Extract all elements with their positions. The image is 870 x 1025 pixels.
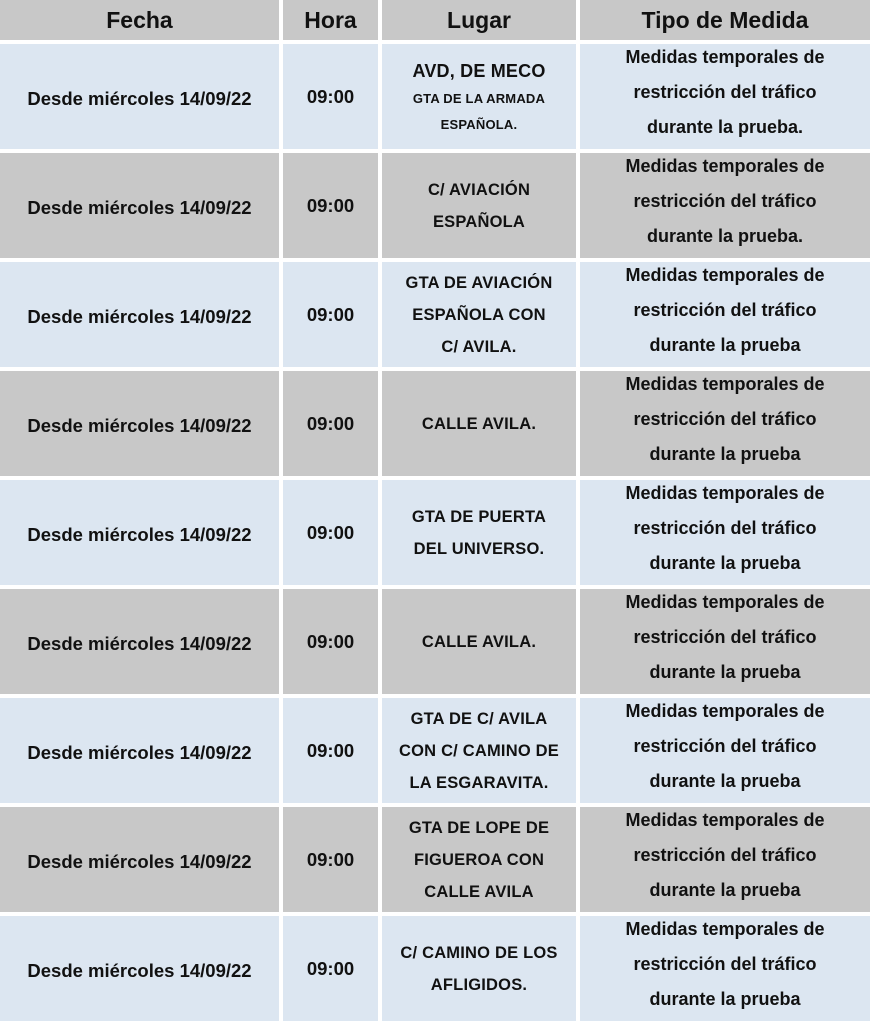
lugar-line: CALLE AVILA. xyxy=(421,414,537,433)
tipo-line: durante la prueba xyxy=(649,444,801,464)
cell-lugar xyxy=(382,589,580,698)
lugar-line: CALLE AVILA xyxy=(424,882,534,901)
tipo-line: restricción del tráfico xyxy=(633,954,817,974)
tipo-line: Medidas temporales de xyxy=(625,701,825,721)
tipo-line: durante la prueba xyxy=(649,989,801,1009)
tipo-line: restricción del tráfico xyxy=(633,409,817,429)
cell-hora: 09:00 xyxy=(283,807,382,916)
tipo-line: durante la prueba xyxy=(649,335,801,355)
cell-hora: 09:00 xyxy=(283,371,382,480)
cell-tipo xyxy=(580,807,870,916)
tipo-line: durante la prueba xyxy=(649,662,801,682)
lugar-line: GTA DE PUERTA xyxy=(411,507,547,526)
cell-lugar xyxy=(382,916,580,1025)
cell-tipo xyxy=(580,916,870,1025)
cell-tipo xyxy=(580,698,870,807)
cell-tipo xyxy=(580,371,870,480)
cell-lugar xyxy=(382,371,580,480)
lugar-line: ESPAÑOLA CON xyxy=(412,305,546,324)
cell-lugar xyxy=(382,262,580,371)
tipo-line: Medidas temporales de xyxy=(625,47,825,67)
cell-fecha: Desde miércoles 14/09/22 xyxy=(0,262,283,371)
cell-hora: 09:00 xyxy=(283,44,382,153)
tipo-line: durante la prueba. xyxy=(646,226,804,246)
tipo-line: durante la prueba xyxy=(649,880,801,900)
cell-tipo xyxy=(580,262,870,371)
cell-lugar xyxy=(382,807,580,916)
cell-fecha: Desde miércoles 14/09/22 xyxy=(0,153,283,262)
tipo-line: Medidas temporales de xyxy=(625,156,825,176)
cell-fecha: Desde miércoles 14/09/22 xyxy=(0,44,283,153)
lugar-line: CON C/ CAMINO DE xyxy=(399,741,559,760)
cell-fecha: Desde miércoles 14/09/22 xyxy=(0,916,283,1025)
header-lugar: Lugar xyxy=(382,0,580,44)
lugar-line: ESPAÑOLA. xyxy=(440,116,518,132)
lugar-line: DEL UNIVERSO. xyxy=(413,539,545,558)
cell-tipo xyxy=(580,589,870,698)
tipo-line: restricción del tráfico xyxy=(633,300,817,320)
tipo-line: restricción del tráfico xyxy=(633,845,817,865)
lugar-line: AVD, DE MECO xyxy=(412,60,546,81)
tipo-line: Medidas temporales de xyxy=(625,483,825,503)
cell-lugar xyxy=(382,153,580,262)
header-fecha: Fecha xyxy=(0,0,283,44)
cell-lugar xyxy=(382,480,580,589)
tipo-line: durante la prueba. xyxy=(646,117,804,137)
cell-fecha: Desde miércoles 14/09/22 xyxy=(0,807,283,916)
lugar-line: AFLIGIDOS. xyxy=(430,975,528,994)
cell-hora: 09:00 xyxy=(283,262,382,371)
cell-lugar xyxy=(382,698,580,807)
cell-hora: 09:00 xyxy=(283,698,382,807)
tipo-line: Medidas temporales de xyxy=(625,592,825,612)
cell-hora: 09:00 xyxy=(283,589,382,698)
lugar-line: GTA DE LA ARMADA xyxy=(412,90,546,106)
lugar-line: C/ CAMINO DE LOS xyxy=(400,943,558,962)
lugar-line: C/ AVIACIÓN xyxy=(427,180,531,199)
cell-tipo xyxy=(580,480,870,589)
header-tipo: Tipo de Medida xyxy=(580,0,870,44)
lugar-line: GTA DE AVIACIÓN xyxy=(405,273,553,292)
tipo-line: durante la prueba xyxy=(649,553,801,573)
tipo-line: Medidas temporales de xyxy=(625,919,825,939)
cell-hora: 09:00 xyxy=(283,916,382,1025)
cell-fecha: Desde miércoles 14/09/22 xyxy=(0,698,283,807)
tipo-line: restricción del tráfico xyxy=(633,736,817,756)
lugar-line: FIGUEROA CON xyxy=(413,850,545,869)
tipo-line: restricción del tráfico xyxy=(633,191,817,211)
header-hora: Hora xyxy=(283,0,382,44)
cell-fecha: Desde miércoles 14/09/22 xyxy=(0,371,283,480)
tipo-line: restricción del tráfico xyxy=(633,82,817,102)
cell-hora: 09:00 xyxy=(283,153,382,262)
lugar-line: C/ AVILA. xyxy=(441,337,517,356)
lugar-line: CALLE AVILA. xyxy=(421,632,537,651)
cell-fecha: Desde miércoles 14/09/22 xyxy=(0,480,283,589)
cell-tipo xyxy=(580,44,870,153)
tipo-line: restricción del tráfico xyxy=(633,627,817,647)
cell-fecha: Desde miércoles 14/09/22 xyxy=(0,589,283,698)
tipo-line: durante la prueba xyxy=(649,771,801,791)
cell-tipo xyxy=(580,153,870,262)
cell-lugar xyxy=(382,44,580,153)
tipo-line: restricción del tráfico xyxy=(633,518,817,538)
lugar-line: ESPAÑOLA xyxy=(432,212,526,231)
tipo-line: Medidas temporales de xyxy=(625,374,825,394)
lugar-line: GTA DE LOPE DE xyxy=(408,818,550,837)
cell-hora: 09:00 xyxy=(283,480,382,589)
lugar-line: LA ESGARAVITA. xyxy=(409,773,549,792)
lugar-line: GTA DE C/ AVILA xyxy=(410,709,548,728)
tipo-line: Medidas temporales de xyxy=(625,265,825,285)
tipo-line: Medidas temporales de xyxy=(625,810,825,830)
